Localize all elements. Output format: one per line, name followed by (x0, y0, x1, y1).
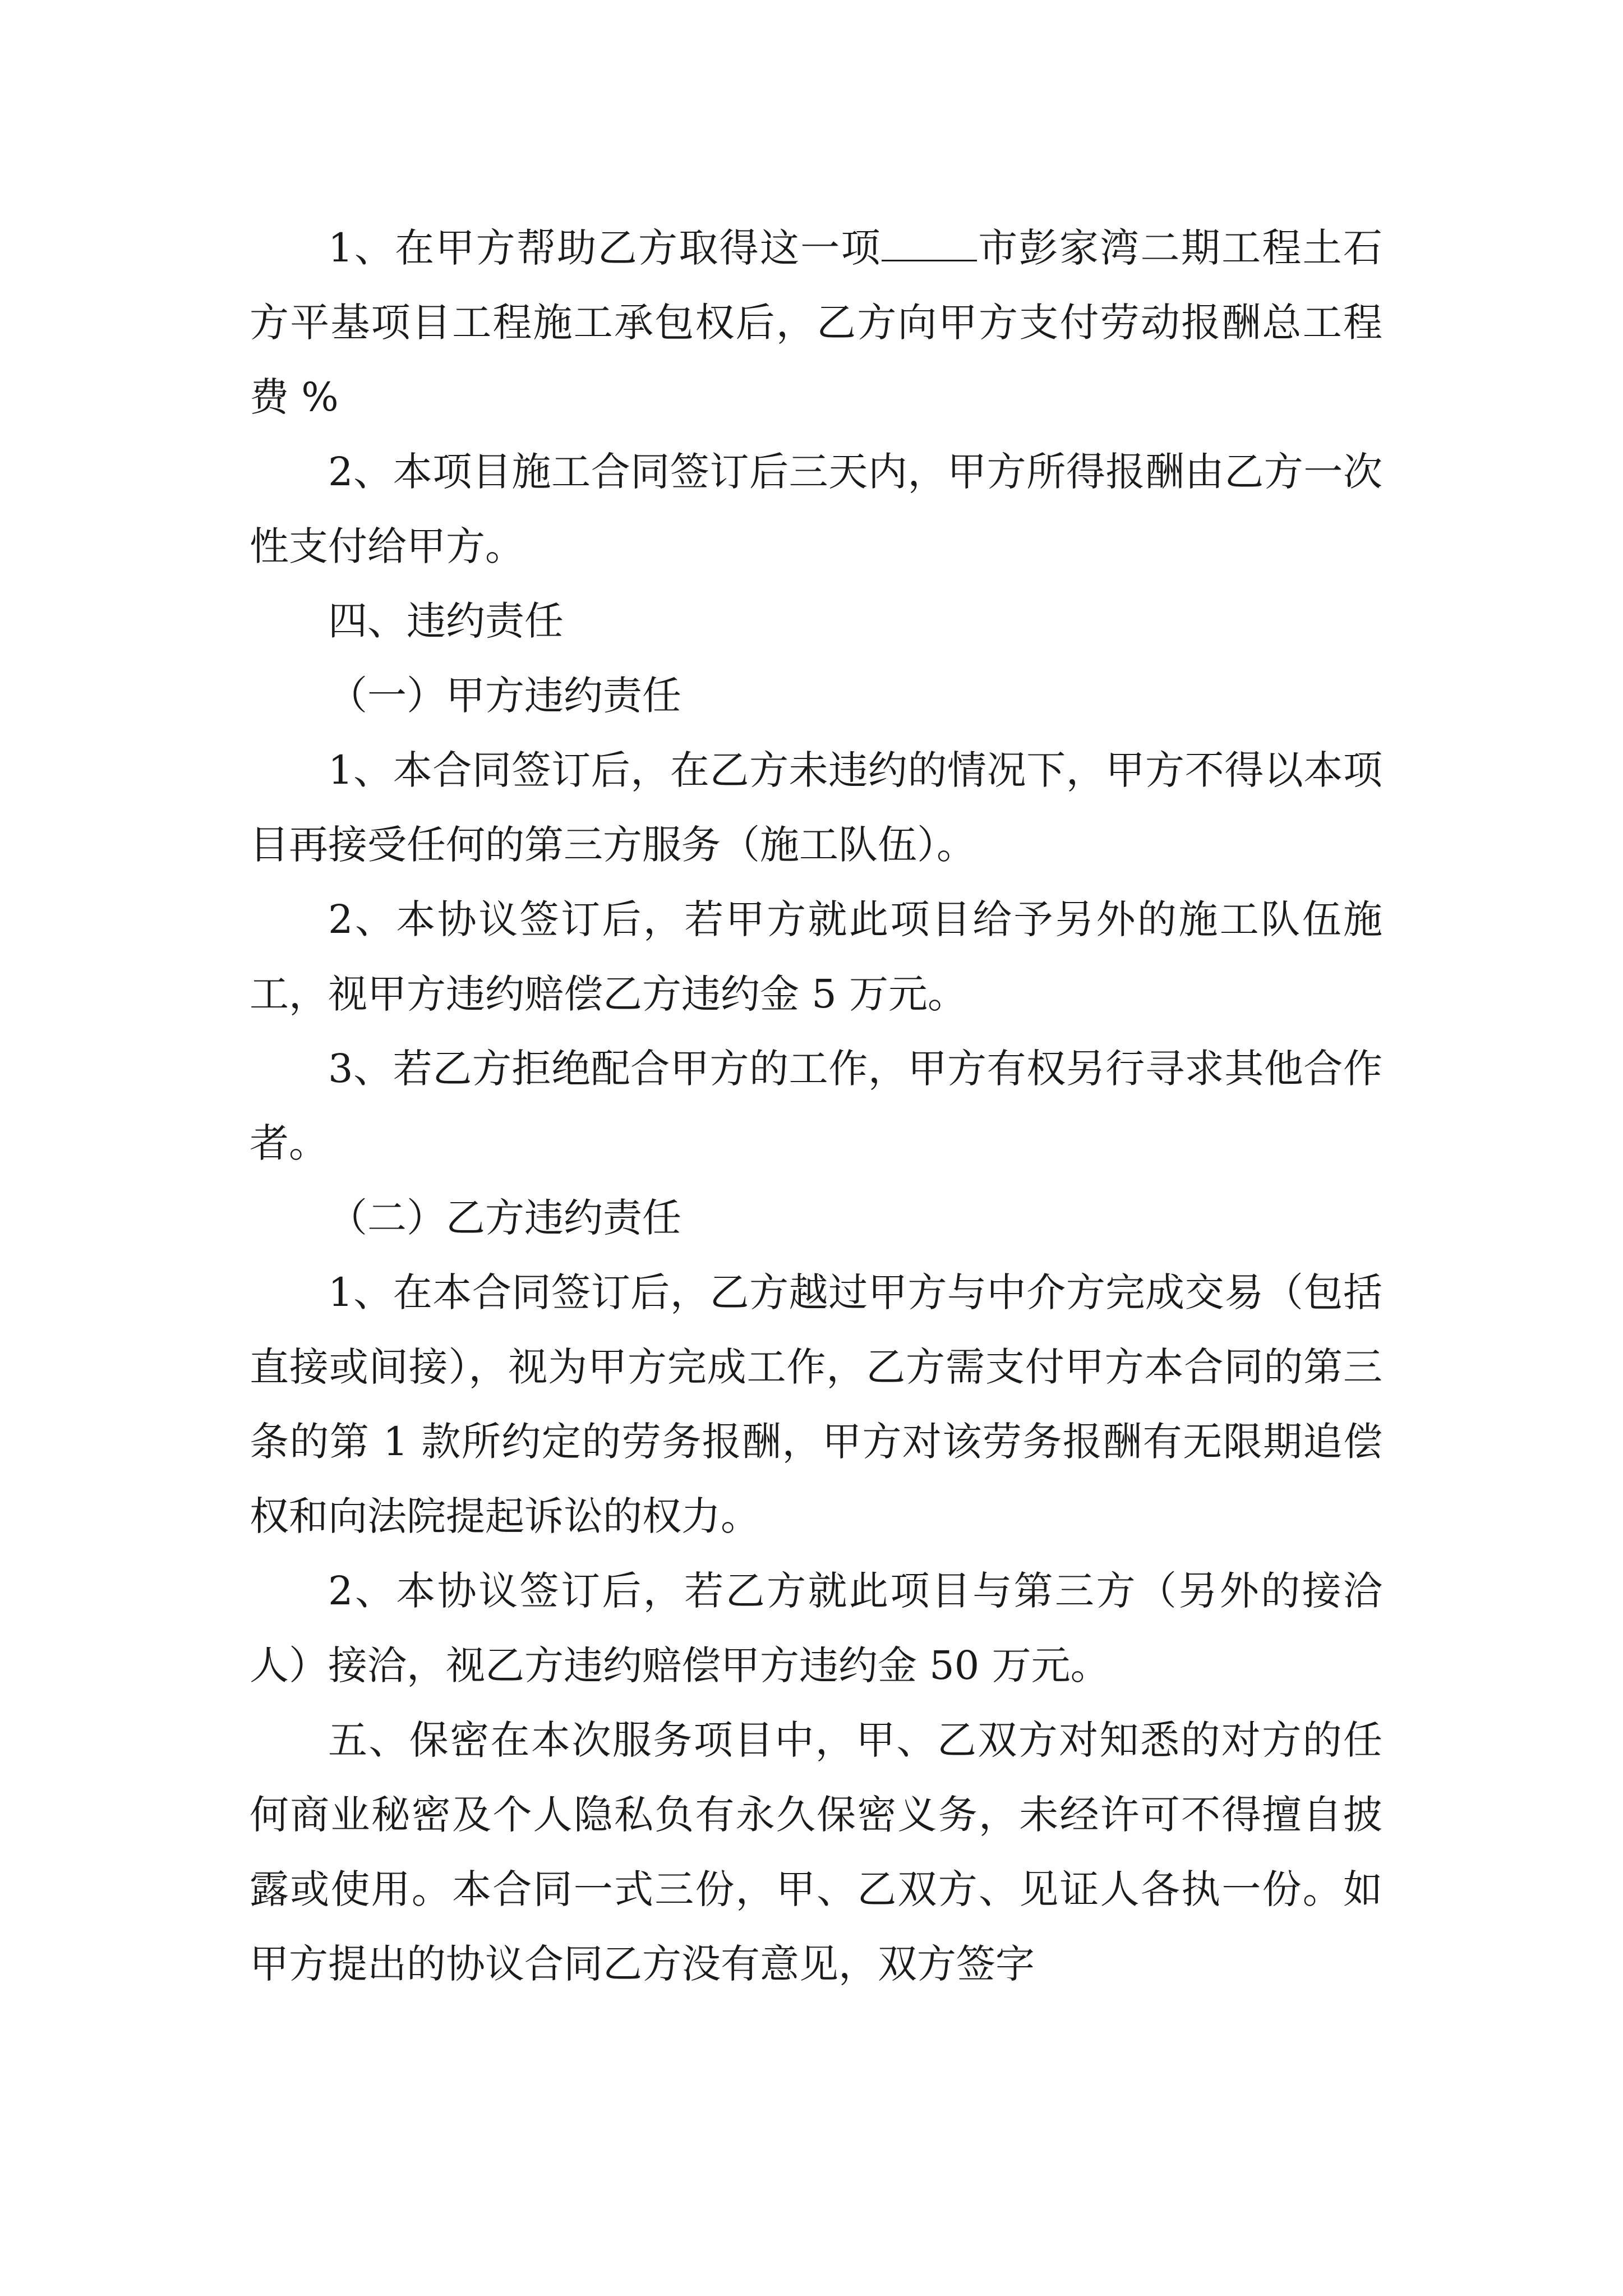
clause-payment-1 (250, 211, 1382, 435)
confidentiality-clause: 五、保密在本次服务项目中，甲、乙双方对知悉的对方的任何商业秘密及个人隐私负有永久保密义务，未经许可不得擅自披露或使用。本合同一式三份，甲、乙双方、见证人各执一份。如甲方提出的协议合同乙方没有意见，双方签字 (250, 1717, 1382, 1987)
party-a-clause-3: 3、若乙方拒绝配合甲方的工作，甲方有权另行寻求其他合作者。 (250, 1046, 1382, 1166)
subsection-heading-party-a: （一）甲方违约责任 (328, 673, 681, 719)
clause-payment-2: 2、本项目施工合同签订后三天内，甲方所得报酬由乙方一次性支付给甲方。 (250, 449, 1382, 569)
clause-payment-1-rest: 市彭家湾二期工程土石方平基项目工程施工承包权后，乙方向甲方支付劳动报酬总工程费 % (250, 225, 1382, 420)
party-b-clause-1: 1、在本合同签订后，乙方越过甲方与中介方完成交易（包括直接或间接），视为甲方完成工作，乙方需支付甲方本合同的第三条的第 1 款所约定的劳务报酬，甲方对该劳务报酬有无限期追偿权和向法院提起诉讼的权力。 (250, 1269, 1382, 1539)
party-b-clause-2: 2、本协议签订后，若乙方就此项目与第三方（另外的接洽人）接洽，视乙方违约赔偿甲方违约金 50 万元。 (250, 1568, 1382, 1688)
clause-payment-1-lead: 1、在甲方帮助乙方取得这一项 (328, 225, 882, 271)
document-body (250, 211, 1382, 2001)
section-heading-breach: 四、违约责任 (328, 598, 564, 644)
fill-in-blank-city[interactable] (882, 226, 977, 261)
party-a-clause-1: 1、本合同签订后，在乙方未违约的情况下，甲方不得以本项目再接受任何的第三方服务（施工队伍）。 (250, 747, 1382, 868)
party-a-clause-2: 2、本协议签订后，若甲方就此项目给予另外的施工队伍施工，视甲方违约赔偿乙方违约金 5 万元。 (250, 896, 1382, 1017)
subsection-heading-party-b: （二）乙方违约责任 (328, 1195, 681, 1241)
